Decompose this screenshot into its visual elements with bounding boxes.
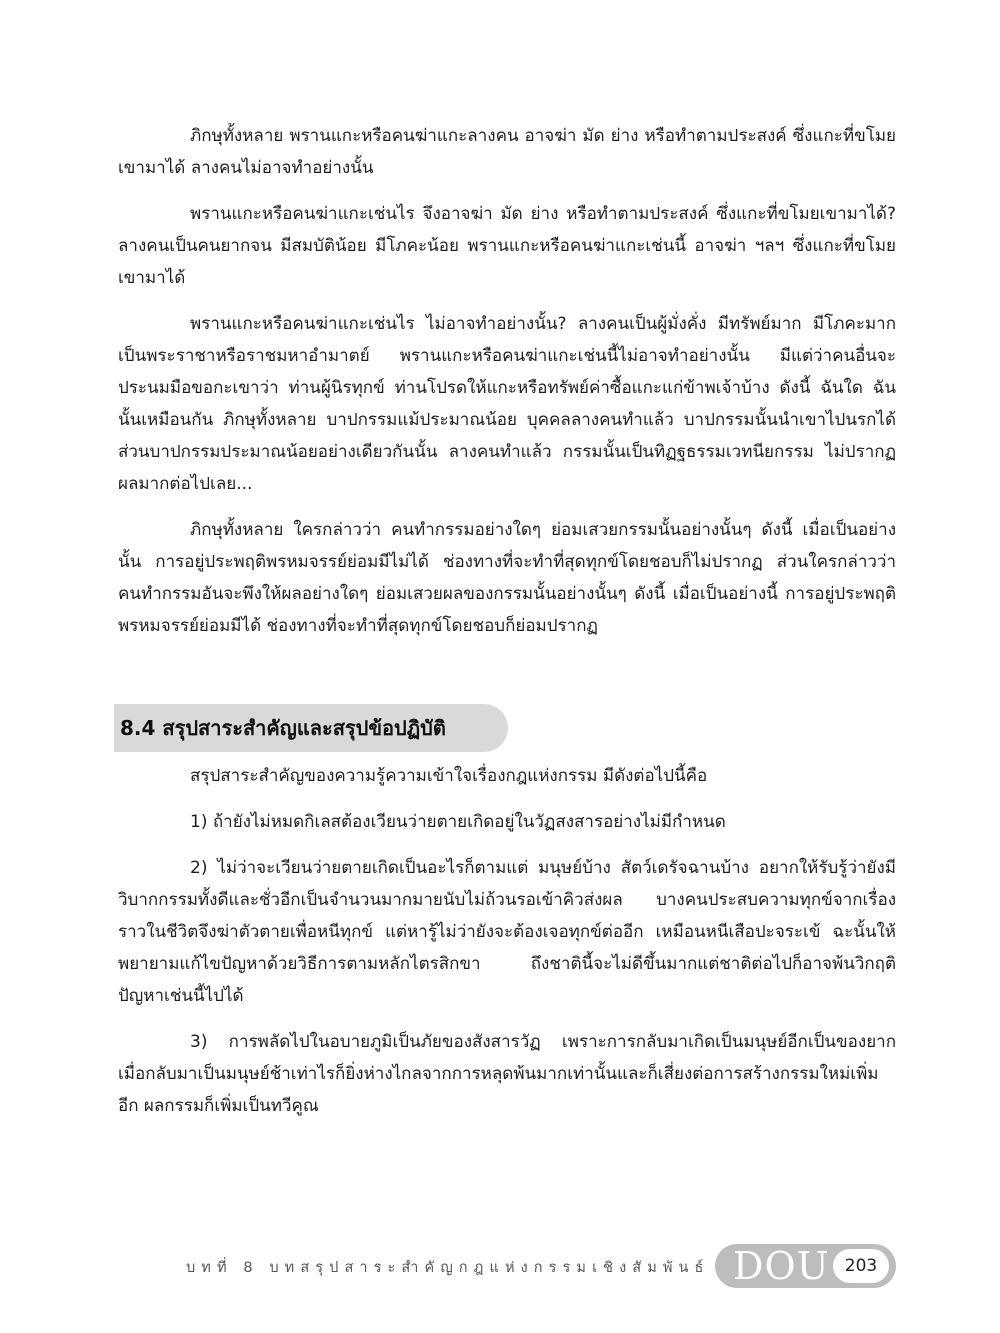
page-number: 203	[833, 1249, 889, 1283]
section-heading-text: 8.4 สรุปสาระสำคัญและสรุปข้อปฏิบัติ	[120, 716, 446, 740]
list-item: 1) ถ้ายังไม่หมดกิเลสต้องเวียนว่ายตายเกิดอยู่ในวัฏสงสารอย่างไม่มีกำหนด	[190, 812, 726, 832]
paragraph: ภิกษุทั้งหลาย ใครกล่าวว่า คนทำกรรมอย่างใดๆ ย่อมเสวยกรรมนั้นอย่างนั้นๆ ดังนี้ เมื่อเป็นอย่างนั้น การอยู่ประพฤติพรหมจรรย์ย่อมมีไม่ได้ ช่องทางที่จะทำที่สุดทุกข์โดยชอบก็ไม่ปรากฏ ส่วนใครกล่าวว่า คนทำกรรมอันจะพึงให้ผลอย่างใดๆ ย่อมเสวยผลของกรรมนั้นอย่างนั้นๆ ดังนี้ เมื่อเป็นอย่างนี้ การอยู่ประพฤติพรหมจรรย์ย่อมมีได้ ช่องทางที่จะทำที่สุดทุกข์โดยชอบก็ย่อมปรากฏ	[118, 520, 896, 636]
list-item: 3) การพลัดไปในอบายภูมิเป็นภัยของสังสารวัฏ เพราะการกลับมาเกิดเป็นมนุษย์อีกเป็นของยาก เมื่อกลับมาเป็นมนุษย์ช้าเท่าไรก็ยิ่งห่างไกลจากการหลุดพ้นมากเท่านั้นและก็เสี่ยงต่อการสร้างกรรมใหม่เพิ่มอีก ผลกรรมก็เพิ่มเป็นทวีคูณ	[118, 1032, 896, 1116]
paragraph: ภิกษุทั้งหลาย พรานแกะหรือคนฆ่าแกะลางคน อาจฆ่า มัด ย่าง หรือทำตามประสงค์ ซึ่งแกะที่ขโมยเขามาได้ ลางคนไม่อาจทำอย่างนั้น	[118, 126, 896, 178]
page-footer	[186, 1242, 898, 1292]
dou-badge	[715, 1244, 896, 1288]
page-content	[118, 120, 896, 1136]
paragraph: พรานแกะหรือคนฆ่าแกะเช่นไร ไม่อาจทำอย่างนั้น? ลางคนเป็นผู้มั่งคั่ง มีทรัพย์มาก มีโภคะมาก เป็นพระราชาหรือราชมหาอำมาตย์ พรานแกะหรือคนฆ่าแกะเช่นนี้ไม่อาจทำอย่างนั้น มีแต่ว่าคนอื่นจะประนมมือขอกะเขาว่า ท่านผู้นิรทุกข์ ท่านโปรดให้แกะหรือทรัพย์ค่าซื้อแกะแก่ข้าพเจ้าบ้าง ดังนี้ ฉันใด ฉันนั้นเหมือนกัน ภิกษุทั้งหลาย บาปกรรมแม้ประมาณน้อย บุคคลลางคนทำแล้ว บาปกรรมนั้นนำเขาไปนรกได้ ส่วนบาปกรรมประมาณน้อยอย่างเดียวกันนั้น ลางคนทำแล้ว กรรมนั้นเป็นทิฏฐธรรมเวทนียกรรม ไม่ปรากฏผลมากต่อไปเลย...	[118, 314, 896, 494]
chapter-title: บทที่ 8 บทสรุปสาระสำคัญกฎแห่งกรรมเชิงสัมพันธ์	[186, 1260, 710, 1276]
section-heading	[114, 704, 508, 752]
dou-logo: DOU	[733, 1244, 830, 1288]
section-intro: สรุปสาระสำคัญของความรู้ความเข้าใจเรื่องกฎแห่งกรรม มีดังต่อไปนี้คือ	[190, 766, 708, 786]
list-item: 2) ไม่ว่าจะเวียนว่ายตายเกิดเป็นอะไรก็ตามแต่ มนุษย์บ้าง สัตว์เดรัจฉานบ้าง อยากให้รับรู้ว่ายังมีวิบากกรรมทั้งดีและชั่วอีกเป็นจำนวนมากมายนับไม่ถ้วนรอเข้าคิวส่งผล บางคนประสบความทุกข์จากเรื่องราวในชีวิตจึงฆ่าตัวตายเพื่อหนีทุกข์ แต่หารู้ไม่ว่ายังจะต้องเจอทุกข์ต่ออีก เหมือนหนีเสือปะจระเข้ ฉะนั้นให้พยายามแก้ไขปัญหาด้วยวิธีการตามหลักไตรสิกขา ถึงชาตินี้จะไม่ดีขึ้นมากแต่ชาติต่อไปก็อาจพ้นวิกฤติปัญหาเช่นนี้ไปได้	[118, 858, 896, 1006]
paragraph: พรานแกะหรือคนฆ่าแกะเช่นไร จึงอาจฆ่า มัด ย่าง หรือทำตามประสงค์ ซึ่งแกะที่ขโมยเขามาได้? ลางคนเป็นคนยากจน มีสมบัติน้อย มีโภคะน้อย พรานแกะหรือคนฆ่าแกะเช่นนี้ อาจฆ่า ฯลฯ ซึ่งแกะที่ขโมยเขามาได้	[118, 204, 896, 288]
